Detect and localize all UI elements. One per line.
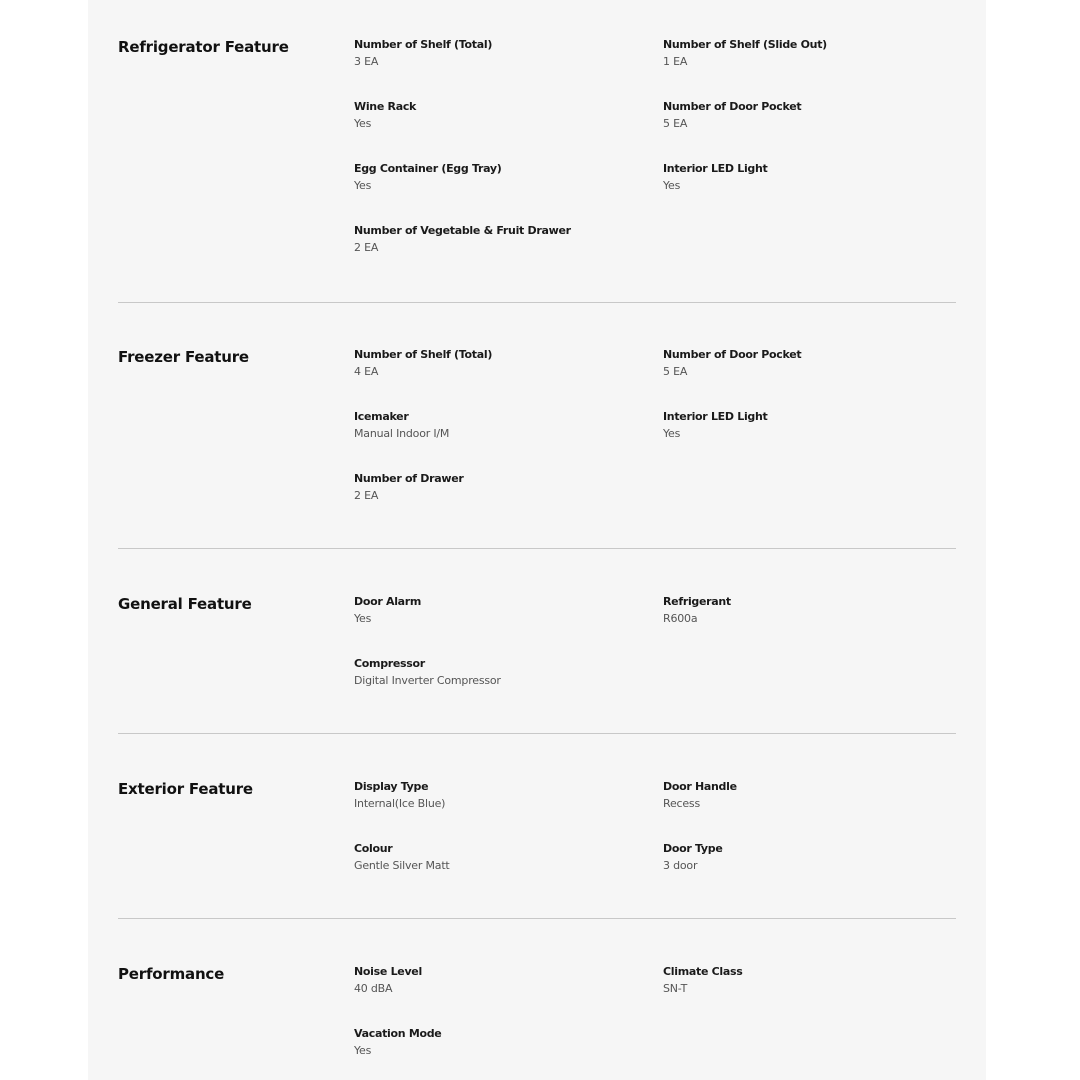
spec-label: Vacation Mode bbox=[354, 1027, 442, 1040]
spec-item bbox=[663, 965, 953, 996]
spec-value: 5 EA bbox=[663, 365, 688, 378]
spec-label: Wine Rack bbox=[354, 100, 417, 113]
spec-item bbox=[354, 162, 644, 193]
spec-item bbox=[354, 842, 644, 873]
spec-value: 3 door bbox=[663, 859, 698, 872]
spec-item bbox=[663, 38, 953, 69]
spec-value: Yes bbox=[663, 427, 681, 440]
spec-label: Number of Shelf (Total) bbox=[354, 38, 493, 51]
spec-label: Interior LED Light bbox=[663, 410, 768, 423]
spec-label: Egg Container (Egg Tray) bbox=[354, 162, 502, 175]
spec-label: Door Alarm bbox=[354, 595, 422, 608]
spec-item bbox=[663, 780, 953, 811]
spec-item bbox=[354, 595, 644, 626]
section-title: General Feature bbox=[118, 595, 252, 613]
spec-value: Internal(Ice Blue) bbox=[354, 797, 446, 810]
spec-label: Noise Level bbox=[354, 965, 422, 978]
spec-value: 3 EA bbox=[354, 55, 379, 68]
spec-item bbox=[663, 348, 953, 379]
spec-value: 40 dBA bbox=[354, 982, 393, 995]
spec-label: Interior LED Light bbox=[663, 162, 768, 175]
section-title: Exterior Feature bbox=[118, 780, 253, 798]
section-divider bbox=[118, 733, 956, 734]
spec-item bbox=[663, 162, 953, 193]
spec-label: Number of Door Pocket bbox=[663, 100, 802, 113]
spec-item bbox=[354, 348, 644, 379]
spec-value: 2 EA bbox=[354, 489, 379, 502]
spec-label: Number of Drawer bbox=[354, 472, 464, 485]
spec-item bbox=[354, 780, 644, 811]
spec-value: 1 EA bbox=[663, 55, 688, 68]
section-title: Performance bbox=[118, 965, 225, 983]
spec-label: Number of Door Pocket bbox=[663, 348, 802, 361]
spec-item bbox=[663, 410, 953, 441]
spec-value: Manual Indoor I/M bbox=[354, 427, 450, 440]
spec-value: Yes bbox=[354, 612, 372, 625]
spec-item bbox=[354, 410, 644, 441]
spec-label: Door Handle bbox=[663, 780, 737, 793]
spec-item bbox=[354, 224, 644, 255]
spec-item bbox=[354, 965, 644, 996]
spec-value: Yes bbox=[354, 1044, 372, 1057]
spec-item bbox=[663, 100, 953, 131]
spec-item bbox=[354, 1027, 644, 1058]
spec-value: Digital Inverter Compressor bbox=[354, 674, 501, 687]
spec-value: 2 EA bbox=[354, 241, 379, 254]
spec-label: Compressor bbox=[354, 657, 425, 670]
spec-label: Number of Vegetable & Fruit Drawer bbox=[354, 224, 571, 237]
spec-item bbox=[354, 472, 644, 503]
spec-label: Icemaker bbox=[354, 410, 409, 423]
spec-label: Display Type bbox=[354, 780, 429, 793]
spec-value: R600a bbox=[663, 612, 698, 625]
spec-value: SN-T bbox=[663, 982, 688, 995]
spec-item bbox=[663, 842, 953, 873]
spec-value: Recess bbox=[663, 797, 700, 810]
section-divider bbox=[118, 918, 956, 919]
spec-label: Door Type bbox=[663, 842, 723, 855]
spec-item bbox=[354, 657, 644, 688]
spec-value: 4 EA bbox=[354, 365, 379, 378]
spec-item bbox=[663, 595, 953, 626]
section-title: Refrigerator Feature bbox=[118, 38, 289, 56]
spec-value: Yes bbox=[354, 117, 372, 130]
section-title: Freezer Feature bbox=[118, 348, 249, 366]
spec-label: Climate Class bbox=[663, 965, 743, 978]
spec-label: Number of Shelf (Slide Out) bbox=[663, 38, 827, 51]
spec-label: Refrigerant bbox=[663, 595, 731, 608]
section-divider bbox=[118, 302, 956, 303]
spec-label: Colour bbox=[354, 842, 393, 855]
spec-value: Gentle Silver Matt bbox=[354, 859, 450, 872]
section-divider bbox=[118, 548, 956, 549]
spec-value: Yes bbox=[663, 179, 681, 192]
spec-item bbox=[354, 100, 644, 131]
spec-value: 5 EA bbox=[663, 117, 688, 130]
spec-item bbox=[354, 38, 644, 69]
spec-label: Number of Shelf (Total) bbox=[354, 348, 493, 361]
spec-value: Yes bbox=[354, 179, 372, 192]
